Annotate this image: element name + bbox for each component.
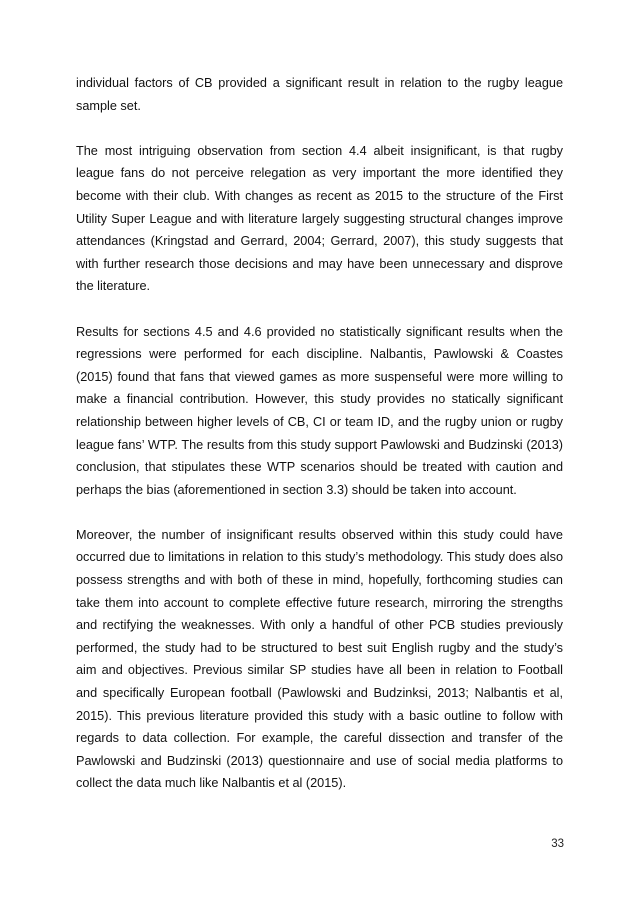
- body-text: [76, 72, 563, 795]
- paragraph-3: Results for sections 4.5 and 4.6 provided no statistically significant results when the regressions were performed for each discipline. Nalbantis, Pawlowski & Coastes (2015) found that fans that viewed games as more suspenseful were more willing to make a financial contribution. However, this study provides no statically significant relationship between higher levels of CB, CI or team ID, and the rugby union or rugby league fans’ WTP. The results from this study support Pawlowski and Budzinski (2013) conclusion, that stipulates these WTP scenarios should be treated with caution and perhaps the bias (aforementioned in section 3.3) should be taken into account.: [76, 324, 563, 497]
- page-number: 33: [551, 838, 564, 850]
- paragraph-1: individual factors of CB provided a significant result in relation to the rugby league sample set.: [76, 76, 563, 113]
- paragraph-2: The most intriguing observation from section 4.4 albeit insignificant, is that rugby league fans do not perceive relegation as very important the more identified they become with their club. With changes as recent as 2015 to the structure of the First Utility Super League and with literature largely suggesting structural changes improve attendances (Kringstad and Gerrard, 2004; Gerrard, 2007), this study suggests that with further research those decisions and may have been unnecessary and disprove the literature.: [76, 143, 563, 294]
- paragraph-4: Moreover, the number of insignificant results observed within this study could have occurred due to limitations in relation to this study’s methodology. This study does also possess strengths and with both of these in mind, hopefully, forthcoming studies can take them into account to complete effective future research, mirroring the strengths and rectifying the weaknesses. With only a handful of other PCB studies previously performed, the study had to be structured to best suit English rugby and the study’s aim and objectives. Previous similar SP studies have all been in relation to Football and specifically European football (Pawlowski and Budzinksi, 2013; Nalbantis et al, 2015). This previous literature provided this study with a basic outline to follow with regards to data collection. For example, the careful dissection and transfer of the Pawlowski and Budzinski (2013) questionnaire and use of social media platforms to collect the data much like Nalbantis et al (2015).: [76, 527, 563, 791]
